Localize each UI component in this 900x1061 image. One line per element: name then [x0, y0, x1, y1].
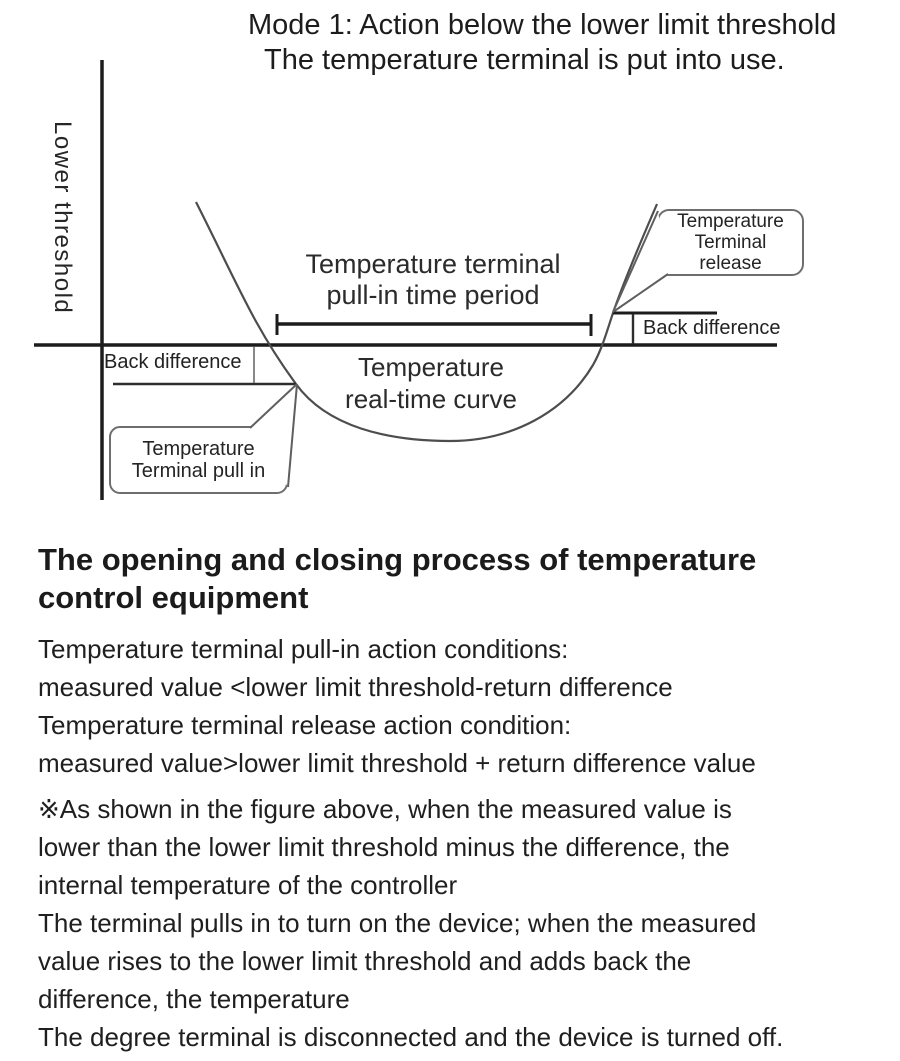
y-axis-label: Lower threshold — [49, 120, 76, 315]
section-heading-line2: control equipment — [38, 580, 309, 615]
text-line: Temperature terminal release action condition: — [38, 710, 572, 740]
text-line: The terminal pulls in to turn on the device; when the measured — [38, 908, 757, 938]
text-line: measured value <lower limit threshold-return difference — [38, 672, 673, 702]
section-heading — [38, 541, 756, 617]
text-line: value rises to the lower limit threshold and adds back the — [38, 946, 692, 976]
note-paragraph — [38, 790, 783, 1056]
text-line: internal temperature of the controller — [38, 870, 458, 900]
text-line: ※As shown in the figure above, when the measured value is — [38, 794, 732, 824]
pull-in-period-label — [233, 249, 633, 311]
callout-release-label-line2: Terminal — [694, 232, 767, 253]
callout-pull-in-label-line2: Terminal pull in — [131, 460, 266, 482]
section-heading-line1: The opening and closing process of temperature — [38, 542, 757, 577]
callout-release-label-line1: Temperature — [677, 211, 784, 232]
text-line: difference, the temperature — [38, 984, 350, 1014]
curve-label-line2: real-time curve — [345, 384, 517, 414]
callout-release-label-line3: release — [699, 253, 762, 274]
temperature-diagram — [0, 0, 900, 515]
text-line: The degree terminal is disconnected and the device is turned off. — [38, 1022, 784, 1052]
pull-in-period-label-line1: Temperature terminal — [305, 249, 561, 279]
diagram-title-line1: Mode 1: Action below the lower limit threshold — [248, 9, 837, 41]
curve-label — [281, 351, 581, 415]
text-line: lower than the lower limit threshold minus the difference, the — [38, 832, 730, 862]
callout-pull-in-label — [110, 427, 287, 493]
pull-in-period-label-line2: pull-in time period — [326, 280, 540, 310]
callout-release-label — [658, 210, 803, 275]
text-line: Temperature terminal pull-in action conditions: — [38, 634, 569, 664]
back-difference-left-label: Back difference — [104, 351, 242, 373]
back-difference-right-label: Back difference — [643, 317, 781, 339]
diagram-title-line2: The temperature terminal is put into use. — [264, 44, 785, 76]
conditions-paragraph — [38, 630, 756, 782]
text-line: measured value>lower limit threshold + return difference value — [38, 748, 756, 778]
curve-label-line1: Temperature — [358, 352, 504, 382]
callout-pull-in-label-line1: Temperature — [142, 438, 255, 460]
